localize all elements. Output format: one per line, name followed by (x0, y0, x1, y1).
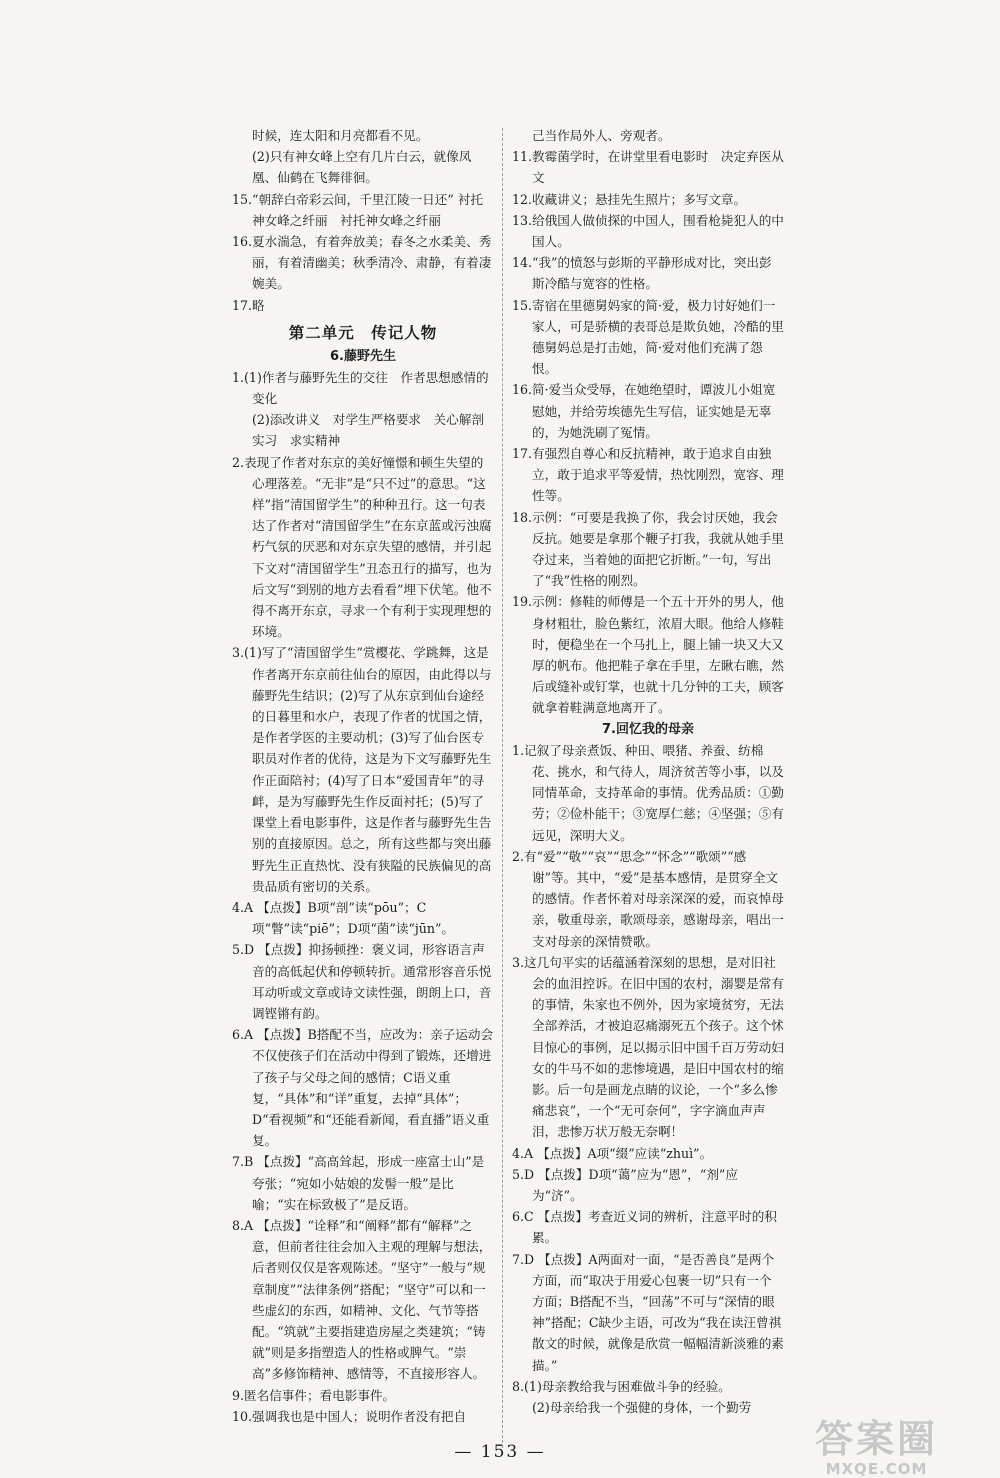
answer-item: (2)只有神女峰上空有几片白云，就像凤凰、仙鹤在飞舞徘徊。 (252, 149, 472, 186)
answer-item: 5.D 【点拨】D项“蔼”应为“恩”，“剂”应为“济”。 (512, 1166, 738, 1203)
left-column (232, 125, 494, 1427)
answer-item: 10.强调我也是中国人；说明作者没有把自 (232, 1408, 467, 1424)
answer-item: 11.教霉菌学时，在讲堂里看电影时 决定弃医从文 (512, 149, 784, 186)
lesson-6-title: 6.藤野先生 (330, 348, 396, 364)
answer-item: 15.寄宿在里德舅妈家的简·爱，极力讨好她们一家人，可是骄横的表哥总是欺负她，冷酷的里德舅妈总是打击她，简·爱对他们充满了怨恨。 (512, 297, 784, 377)
answer-item: 17.略 (232, 297, 265, 313)
answer-item: 17.有强烈自尊心和反抗精神，敢于追求自由独立，敢于追求平等爱情，热忱刚烈，宽容、理性等。 (512, 446, 784, 504)
answer-item: 1.记叙了母亲煮饭、种田、喂猪、养蚕、纺棉花、挑水，和气待人，周济贫苦等小事，以及同情革命，支持革命的事情。优秀品质：①勤劳；②俭朴能干；③宽厚仁慈；④坚强；⑤有远见，深明大义。 (512, 742, 784, 843)
answer-item: 19.示例：修鞋的师傅是一个五十开外的男人，他身材粗壮，脸色紫红，浓眉大眼。他给人修鞋时，便稳坐在一个马扎上，腿上铺一块又大又厚的帆布。他把鞋子拿在手里，左瞅右瞧，然后或缝补或钉掌，也就十几分钟的工夫，顾客就拿着鞋满意地离开了。 (512, 594, 784, 716)
answer-item: 6.A 【点拨】B搭配不当，应改为：亲子运动会不仅使孩子们在活动中得到了锻炼，还增进了孩子与父母之间的感情；C语义重复，“具体”和“详”重复，去掉“具体”；D“看视频”和“还能看新闻，看直播”语义重复。 (232, 1027, 494, 1149)
answer-item: 5.D 【点拨】抑扬顿挫：褒义词，形容语言声音的高低起伏和停顿转折。通常形容音乐悦耳动听或文章或诗文读性强，朗朗上口，音调铿锵有韵。 (232, 942, 492, 1021)
watermark-logo (815, 1418, 938, 1478)
answer-item: 2.有“爱”“敬”“哀”“思念”“怀念”“歌颂”“感谢”等。其中，“爱”是基本感情，是贯穿全文的感情。作者怀着对母亲深深的爱，而哀悼母亲，敬重母亲，歌颂母亲，感谢母亲，唱出一支对母亲的深情赞歌。 (512, 848, 784, 949)
answer-item: 6.C 【点拨】考查近义词的辨析，注意平时的积累。 (512, 1209, 777, 1246)
answer-item: 13.给俄国人做侦探的中国人，围看枪毙犯人的中国人。 (512, 212, 784, 250)
left-block-2 (232, 367, 494, 1427)
answer-item: 7.B 【点拨】“高高耸起，形成一座富士山”是夸张；“宛如小姑娘的发髻一般”是比喻；“实在标致极了”是反语。 (232, 1154, 485, 1212)
answer-item: 18.示例：“可要是我换了你，我会讨厌她，我会反抗。她要是拿那个鞭子打我，我就从她手里夺过来，当着她的面把它折断。”一句，写出了“我”性格的刚烈。 (512, 509, 784, 589)
answer-item: 16.简·爱当众受辱，在她绝望时，谭波儿小姐宽慰她，并给劳埃德先生写信，证实她是无辜的，为她洗刷了冤情。 (512, 382, 776, 440)
answer-item: 9.匿名信事件；看电影事件。 (232, 1387, 396, 1403)
column-divider (502, 128, 503, 1448)
answer-item: (2)添改讲义 对学生严格要求 关心解剖实习 求实精神 (252, 412, 484, 449)
watermark-url: MXQE.COM (825, 1460, 928, 1478)
answer-item: 7.D 【点拨】A两面对一面，“是否善良”是两个方面，而“取决于用爱心包裹一切”只有一个方面；B搭配不当，“回荡”不可与“深情的眼神”搭配；C缺少主语，可改为“我在读汪曾祺散文的时候，就像是欣赏一幅幅清新淡雅的素描。” (512, 1251, 784, 1373)
answer-item: 2.表现了作者对东京的美好憧憬和顿生失望的心理落差。“无非”是“只不过”的意思。“这样”指“清国留学生”的种种丑行。这一句表达了作者对“清国留学生”在东京蓝或污浊腐朽气氛的厌恶和对东京失望的感情，并引起下文对“清国留学生”丑态丑行的描写，也为后文写“到别的地方去看看”埋下伏笔。他不得不离开东京，寻求一个有利于实现理想的环境。 (232, 454, 492, 640)
answer-item: 16.夏水湍急，有着奔放美；春冬之水柔美、秀丽，有着清幽美；秋季清冷、肃静，有着凄婉美。 (232, 234, 492, 292)
answer-item: 8.(1)母亲教给我与困难做斗争的经验。 (512, 1378, 731, 1394)
answer-item: (2)母亲给我一个强健的身体，一个勤劳 (532, 1399, 752, 1415)
answer-item: 12.收藏讲义；悬挂先生照片；多写文章。 (512, 191, 747, 207)
right-column (512, 125, 784, 1418)
answer-item: 4.A 【点拨】B项“剖”读“pōu”；C项“瞥”读“piē”；D项“菌”读“jūn”。 (232, 899, 455, 937)
answer-item: 8.A 【点拨】“诠释”和“阐释”都有“解释”之意，但前者往往会加入主观的理解与想法，后者则仅仅是客观陈述。“坚守”一般与“规章制度”“法律条例”搭配；“坚守”可以和一些虚幻的东西，如精神、文化、气节等搭配。“筑就”主要指建造房屋之类建筑；“铸就”则是多指塑造人的性格或脾气。“崇高”多修饰精神、感情等，不直接形容人。 (232, 1217, 492, 1382)
left-block-1 (232, 125, 494, 316)
right-block-2 (512, 740, 784, 1419)
watermark-text: 答案圈 (815, 1417, 939, 1461)
lesson-7-title: 7.回忆我的母亲 (602, 721, 694, 737)
answer-item: 4.A 【点拨】A项“缀”应读“zhuì”。 (512, 1145, 713, 1161)
answer-item: 3.这几句平实的话蕴涵着深刻的思想，是对旧社会的血泪控诉。在旧中国的农村，溺婴是常有的事情，朱家也不例外，因为家境贫穷，无法全部养活，才被迫忍痛溺死五个孩子。这个怵目惊心的事例，足以揭示旧中国千百万劳动妇女的牛马不如的悲惨境遇，是旧中国农村的缩影。后一句是画龙点睛的议论，一个“多么惨痛悲哀”，一个“无可奈何”，字字滴血声声泪，悲惨万状万般无奈啊！ (512, 954, 784, 1140)
answer-item: 1.(1)作者与藤野先生的交往 作者思想感情的变化 (232, 369, 489, 407)
answer-item: 3.(1)写了“清国留学生”赏樱花、学跳舞，这是作者离开东京前往仙台的原因，由此得以与藤野先生结识；(2)写了从东京到仙台途经的日暮里和水户，表现了作者的忧国之情，是作者学医的主要动机；(3)写了仙台医专职员对作者的优待，这是为下文写藤野先生作正面陪衬；(4)写了日本“爱国青年”的寻衅，是为写藤野先生作反面衬托；(5)写了课堂上看电影事件，这是作者与藤野先生告别的直接原因。总之，所有这些都与突出藤野先生正直热忱、没有狭隘的民族偏见的高贵品质有密切的关系。 (232, 645, 492, 894)
answer-item: 15.“朝辞白帝彩云间，千里江陵一日还” 衬托神女峰之纤丽 衬托神女峰之纤丽 (232, 191, 484, 228)
answer-item: 时候，连太阳和月亮都看不见。 (252, 128, 429, 143)
page-number: — 153 — (454, 1442, 546, 1462)
answer-item: 14.“我”的愤怒与彭斯的平静形成对比，突出彭斯冷酷与宽容的性格。 (512, 255, 772, 292)
unit-title: 第二单元 传记人物 (288, 323, 438, 342)
right-block-1 (512, 125, 784, 719)
answer-item: 己当作局外人、旁观者。 (532, 128, 671, 143)
